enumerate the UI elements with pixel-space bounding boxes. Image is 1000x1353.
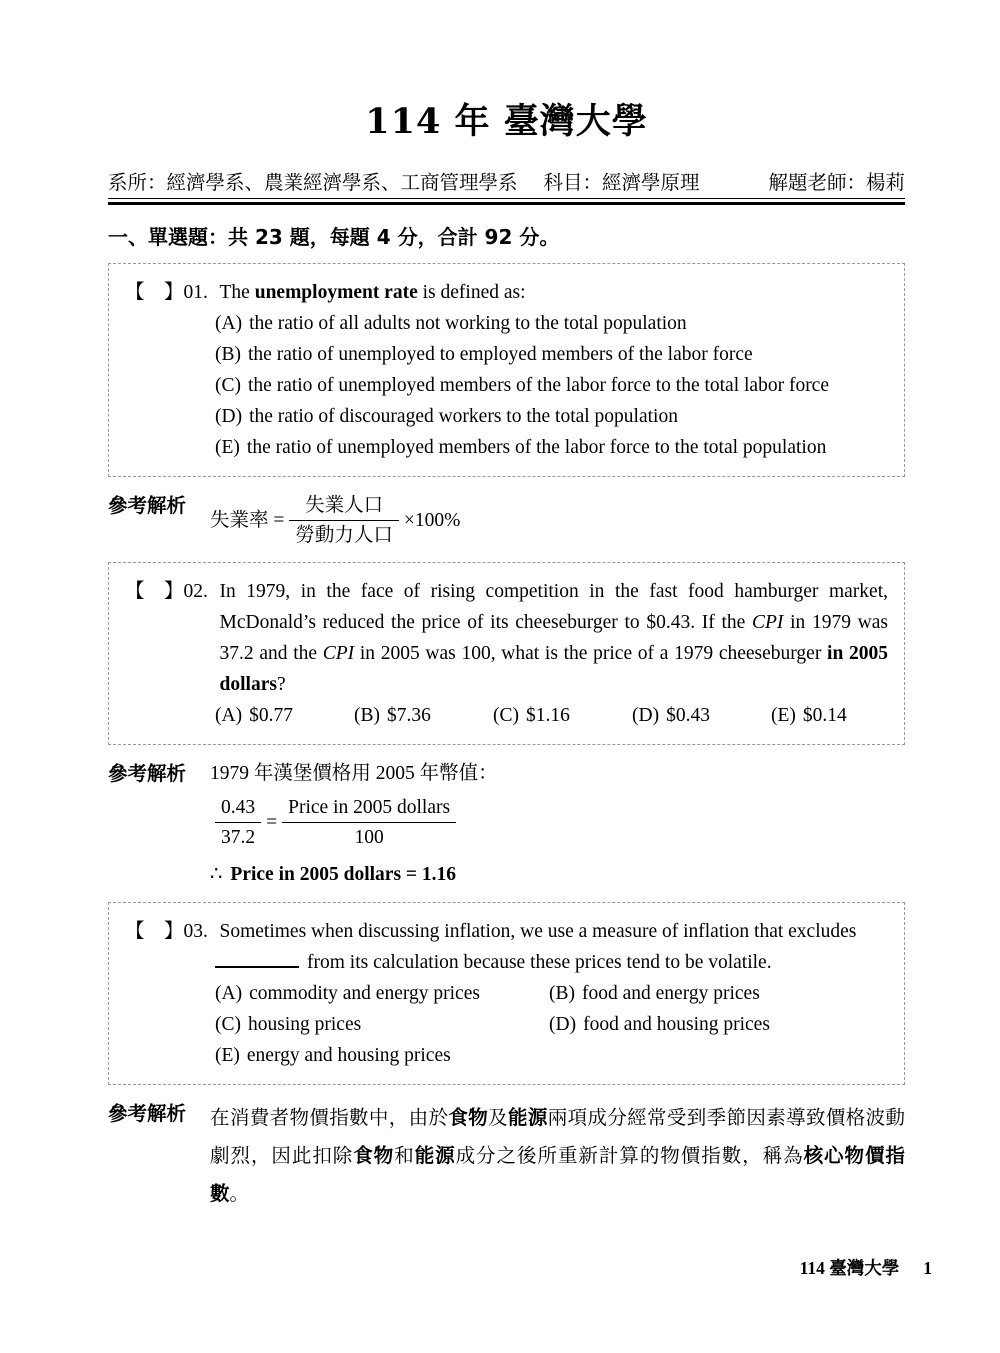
section-heading: 一、單選題：共 23 題，每題 4 分，合計 92 分。 <box>108 225 560 249</box>
solution-2-intro: 1979 年漢堡價格用 2005 年幣值： <box>210 763 498 784</box>
page-content <box>0 100 1000 1213</box>
question-3-options <box>215 978 888 1071</box>
teacher-label: 解題老師：楊莉 <box>768 173 905 194</box>
cpi-equation <box>210 793 905 852</box>
question-box-2 <box>108 562 905 745</box>
option-label: (E) <box>215 1045 240 1066</box>
option-text: food and housing prices <box>583 1014 770 1035</box>
question-number: 02. <box>183 581 208 602</box>
solution-1-body <box>210 491 905 550</box>
option-text: $0.14 <box>802 705 847 726</box>
question-3-stem-line2 <box>215 947 888 978</box>
option-label: (D) <box>549 1014 577 1035</box>
question-number: 01. <box>183 282 208 303</box>
page-title: 114 年 臺灣大學 <box>365 101 648 142</box>
solution-3-body <box>210 1099 905 1213</box>
fraction <box>289 491 399 550</box>
blank-underline <box>215 947 299 968</box>
therefore-symbol: ∴ <box>210 864 223 885</box>
option-label: (E) <box>215 437 240 458</box>
fraction-numerator: Price in 2005 dollars <box>282 793 456 823</box>
option-text: food and energy prices <box>582 983 760 1004</box>
option-b <box>215 339 888 370</box>
equals-sign: = <box>266 811 278 833</box>
option-c <box>493 700 632 731</box>
formula-prefix: 失業率 = <box>210 509 285 531</box>
department-label: 系所：經濟學系、農業經濟學系、工商管理學系 <box>108 173 518 194</box>
fraction <box>215 793 261 852</box>
option-text: the ratio of all adults not working to the total population <box>249 313 687 334</box>
question-box-3 <box>108 902 905 1085</box>
option-e <box>771 700 847 731</box>
option-d <box>549 1009 888 1040</box>
option-label: (B) <box>549 983 575 1004</box>
option-text: $7.36 <box>387 705 431 726</box>
option-text: the ratio of discouraged workers to the total population <box>249 406 678 427</box>
option-a <box>215 700 354 731</box>
question-box-1 <box>108 263 905 477</box>
solution-3-text: 在消費者物價指數中，由於食物及能源兩項成分經常受到季節因素導致價格波動劇烈，因此扣除食物和能源成分之後所重新計算的物價指數，稱為核心物價指數。 <box>210 1106 905 1205</box>
question-number: 03. <box>183 921 208 942</box>
option-b <box>549 978 888 1009</box>
page-footer <box>800 1255 932 1280</box>
option-text: $1.16 <box>526 705 570 726</box>
solution-2 <box>108 759 905 890</box>
option-text: the ratio of unemployed to employed members of the labor force <box>248 344 753 365</box>
option-label: (A) <box>215 983 243 1004</box>
option-c <box>215 370 888 401</box>
option-label: (B) <box>354 705 380 726</box>
option-label: (E) <box>771 705 796 726</box>
option-text: housing prices <box>248 1014 362 1035</box>
stem-line2-text: from its calculation because these prices tend to be volatile. <box>307 952 772 973</box>
option-e <box>215 1040 549 1071</box>
question-3-stem-row <box>125 916 888 947</box>
fraction-denominator: 100 <box>354 827 384 848</box>
option-label: (A) <box>215 313 243 334</box>
solution-1 <box>108 491 905 550</box>
option-text: the ratio of unemployed members of the labor force to the total labor force <box>248 375 829 396</box>
option-label: (B) <box>215 344 241 365</box>
answer-bracket: 【 】 <box>125 282 184 303</box>
option-e <box>215 432 888 463</box>
conclusion-text: Price in 2005 dollars = 1.16 <box>230 864 457 885</box>
question-stem-line1: Sometimes when discussing inflation, we use a measure of inflation that excludes <box>219 921 857 942</box>
option-label: (D) <box>215 406 243 427</box>
footer-exam-name: 114 臺灣大學 <box>799 1258 900 1278</box>
option-text: $0.77 <box>249 705 293 726</box>
option-text: commodity and energy prices <box>249 983 480 1004</box>
option-a <box>215 308 888 339</box>
option-text: the ratio of unemployed members of the labor force to the total population <box>246 437 827 458</box>
page-number: 1 <box>923 1258 932 1278</box>
answer-bracket: 【 】 <box>125 921 184 942</box>
formula-suffix: ×100% <box>403 509 461 531</box>
header-divider <box>108 198 905 205</box>
option-label: (C) <box>215 375 241 396</box>
option-b <box>354 700 493 731</box>
question-2-stem-row <box>125 576 888 700</box>
option-label: (C) <box>215 1014 241 1035</box>
option-label: (C) <box>493 705 519 726</box>
option-d <box>632 700 771 731</box>
exam-header <box>108 172 905 196</box>
question-2-options <box>215 700 888 731</box>
analysis-label: 參考解析 <box>108 494 187 517</box>
answer-bracket: 【 】 <box>125 581 184 602</box>
question-stem: The unemployment rate is defined as: <box>219 282 526 303</box>
subject-label: 科目：經濟學原理 <box>543 173 700 194</box>
fraction <box>282 793 456 852</box>
option-c <box>215 1009 549 1040</box>
fraction-numerator: 0.43 <box>215 793 261 823</box>
option-d <box>215 401 888 432</box>
option-label: (D) <box>632 705 660 726</box>
solution-2-body <box>210 759 905 890</box>
solution-3 <box>108 1099 905 1213</box>
option-a <box>215 978 549 1009</box>
analysis-label: 參考解析 <box>108 1102 187 1125</box>
analysis-label: 參考解析 <box>108 762 187 785</box>
fraction-numerator: 失業人口 <box>289 491 399 521</box>
fraction-denominator: 37.2 <box>221 827 256 848</box>
question-1-options <box>215 308 888 463</box>
fraction-denominator: 勞動力人口 <box>295 525 393 546</box>
option-text: $0.43 <box>666 705 710 726</box>
question-1-stem-row <box>125 277 888 308</box>
option-text: energy and housing prices <box>246 1045 451 1066</box>
unemployment-rate-formula <box>210 491 905 550</box>
solution-2-conclusion <box>210 860 905 890</box>
question-stem: In 1979, in the face of rising competition in the fast food hamburger market, McDonald’s reduced the price of its cheeseburger to $0.43. If the CPI in 1979 was 37.2 and the CPI in 2005 was 100, what is the price of a 1979 cheeseburger in 2005 dollars? <box>219 581 888 695</box>
option-label: (A) <box>215 705 243 726</box>
